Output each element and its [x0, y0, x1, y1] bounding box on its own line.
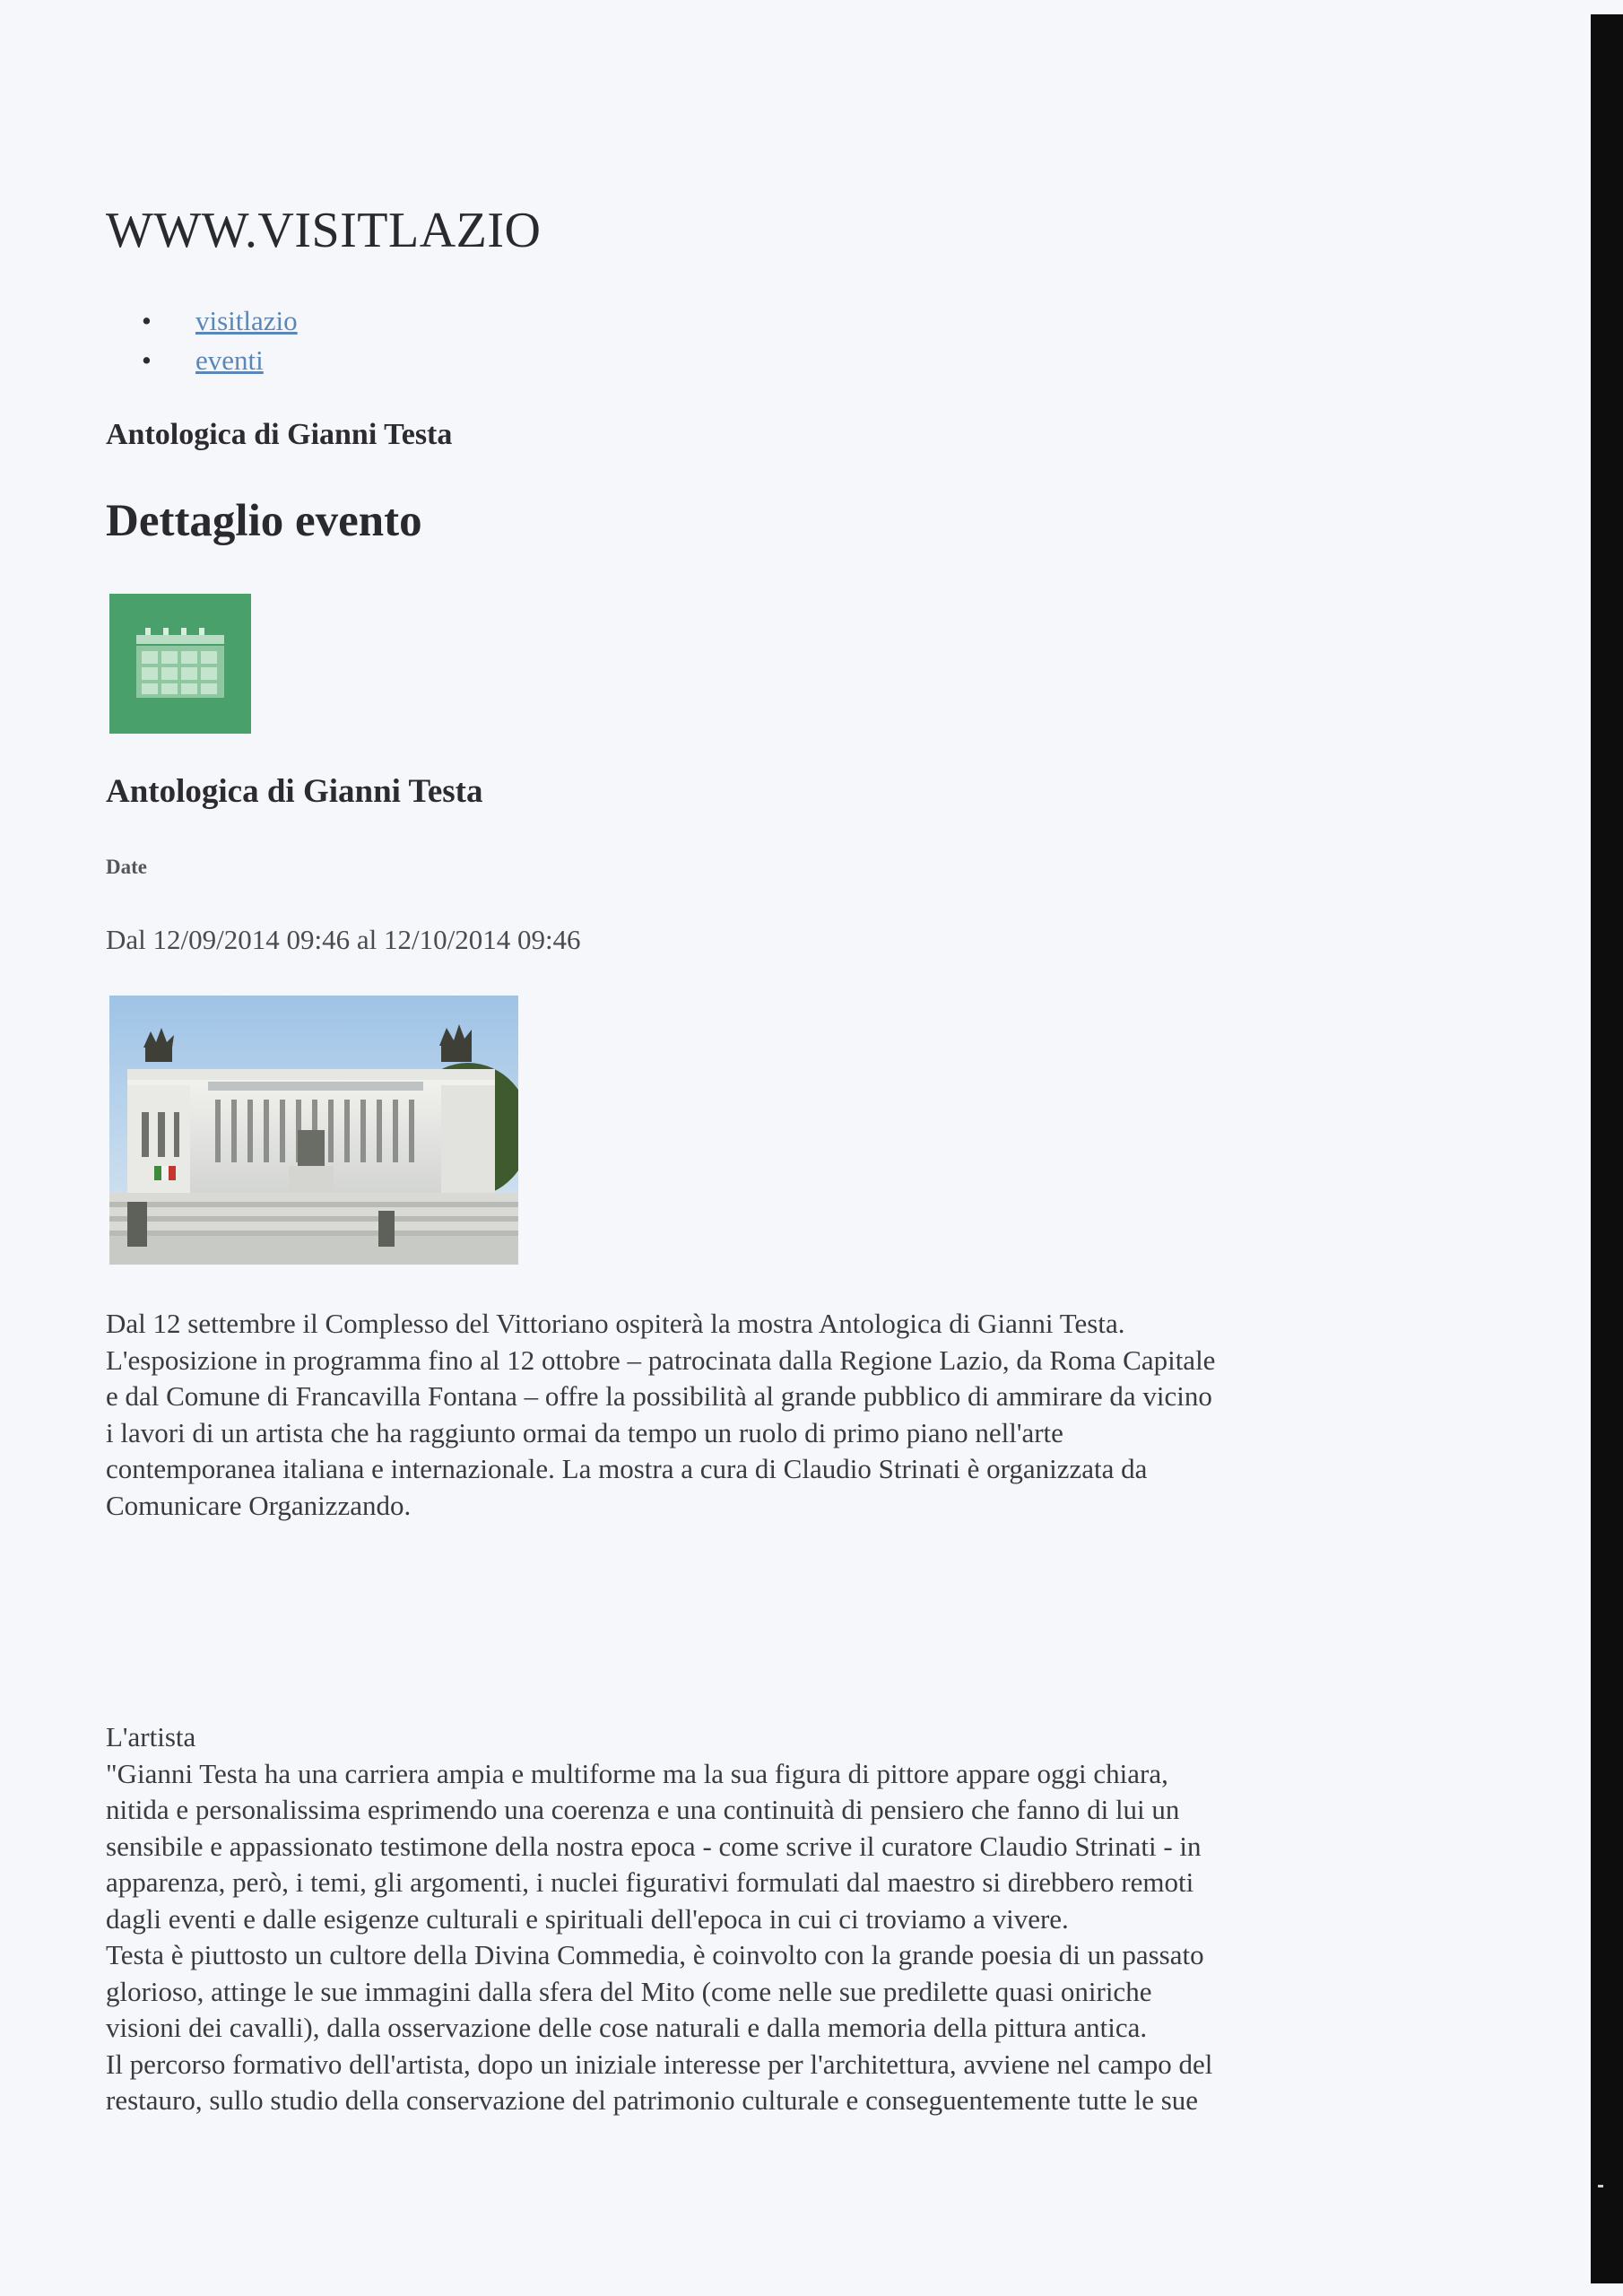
artist-heading: L'artista [106, 1721, 196, 1752]
intro-line: contemporanea italiana e internazionale. La mostra a cura di Claudio Strinati è organizzata da [106, 1453, 1148, 1484]
nav-link-visitlazio[interactable]: visitlazio [195, 305, 298, 336]
intro-line: Dal 12 settembre il Complesso del Vittoriano ospiterà la mostra Antologica di Gianni Testa. [106, 1308, 1125, 1339]
event-title-top: Antologica di Gianni Testa [106, 418, 453, 451]
artist-line: restauro, sullo studio della conservazione del patrimonio culturale e conseguentemente tutte le sue [106, 2084, 1199, 2116]
calendar-icon-graphic [109, 594, 251, 734]
scan-edge [1591, 14, 1623, 2283]
vittoriano-photo [109, 996, 518, 1265]
nav-link-eventi[interactable]: eventi [195, 344, 264, 376]
artist-line: Testa è piuttosto un cultore della Divina Commedia, è coinvolto con la grande poesia di un passato [106, 1939, 1204, 1970]
page-heading: Dettaglio evento [106, 496, 422, 546]
intro-paragraph [106, 1306, 1215, 1524]
intro-line: Comunicare Organizzando. [106, 1489, 412, 1521]
nav-item-visitlazio [142, 301, 298, 341]
artist-line: "Gianni Testa ha una carriera ampia e multiforme ma la sua figura di pittore appare oggi chiara, [106, 1757, 1168, 1789]
artist-section [106, 1719, 1212, 2119]
calendar-icon [109, 594, 251, 734]
artist-line: glorioso, attinge le sue immagini dalla sfera del Mito (come nelle sue predilette quasi oniriche [106, 1975, 1152, 2007]
date-label: Date [106, 856, 147, 878]
artist-line: nitida e personalissima esprimendo una coerenza e una continuità di pensiero che fanno di lui un [106, 1794, 1180, 1825]
artist-line: sensibile e appassionato testimone della nostra epoca - come scrive il curatore Claudio Strinati - in [106, 1830, 1202, 1862]
nav-item-eventi [142, 341, 298, 380]
intro-line: e dal Comune di Francavilla Fontana – offre la possibilità al grande pubblico di ammirare da vicino [106, 1380, 1212, 1412]
intro-line: i lavori di un artista che ha raggiunto ormai da tempo un ruolo di primo piano nell'arte [106, 1416, 1063, 1448]
vittoriano-photo-graphic [109, 996, 518, 1265]
artist-line: visioni dei cavalli), dalla osservazione delle cose naturali e dalla memoria della pittura antica. [106, 2012, 1148, 2043]
site-title: WWW.VISITLAZIO [106, 203, 542, 258]
breadcrumb-nav [142, 301, 298, 380]
artist-line: dagli eventi e dalle esigenze culturali e spirituali dell'epoca in cui ci troviamo a vivere. [106, 1902, 1069, 1935]
artist-line: Il percorso formativo dell'artista, dopo un iniziale interesse per l'architettura, avviene nel campo del [106, 2048, 1213, 2080]
intro-line: L'esposizione in programma fino al 12 ottobre – patrocinata dalla Regione Lazio, da Roma Capitale [106, 1344, 1216, 1376]
date-value: Dal 12/09/2014 09:46 al 12/10/2014 09:46 [106, 924, 581, 955]
scan-edge-mark [1598, 2185, 1603, 2187]
artist-line: apparenza, però, i temi, gli argomenti, i nuclei figurativi formulati dal maestro si direbbero remoti [106, 1866, 1194, 1898]
event-title: Antologica di Gianni Testa [106, 773, 483, 810]
document-page [106, 0, 1433, 2296]
